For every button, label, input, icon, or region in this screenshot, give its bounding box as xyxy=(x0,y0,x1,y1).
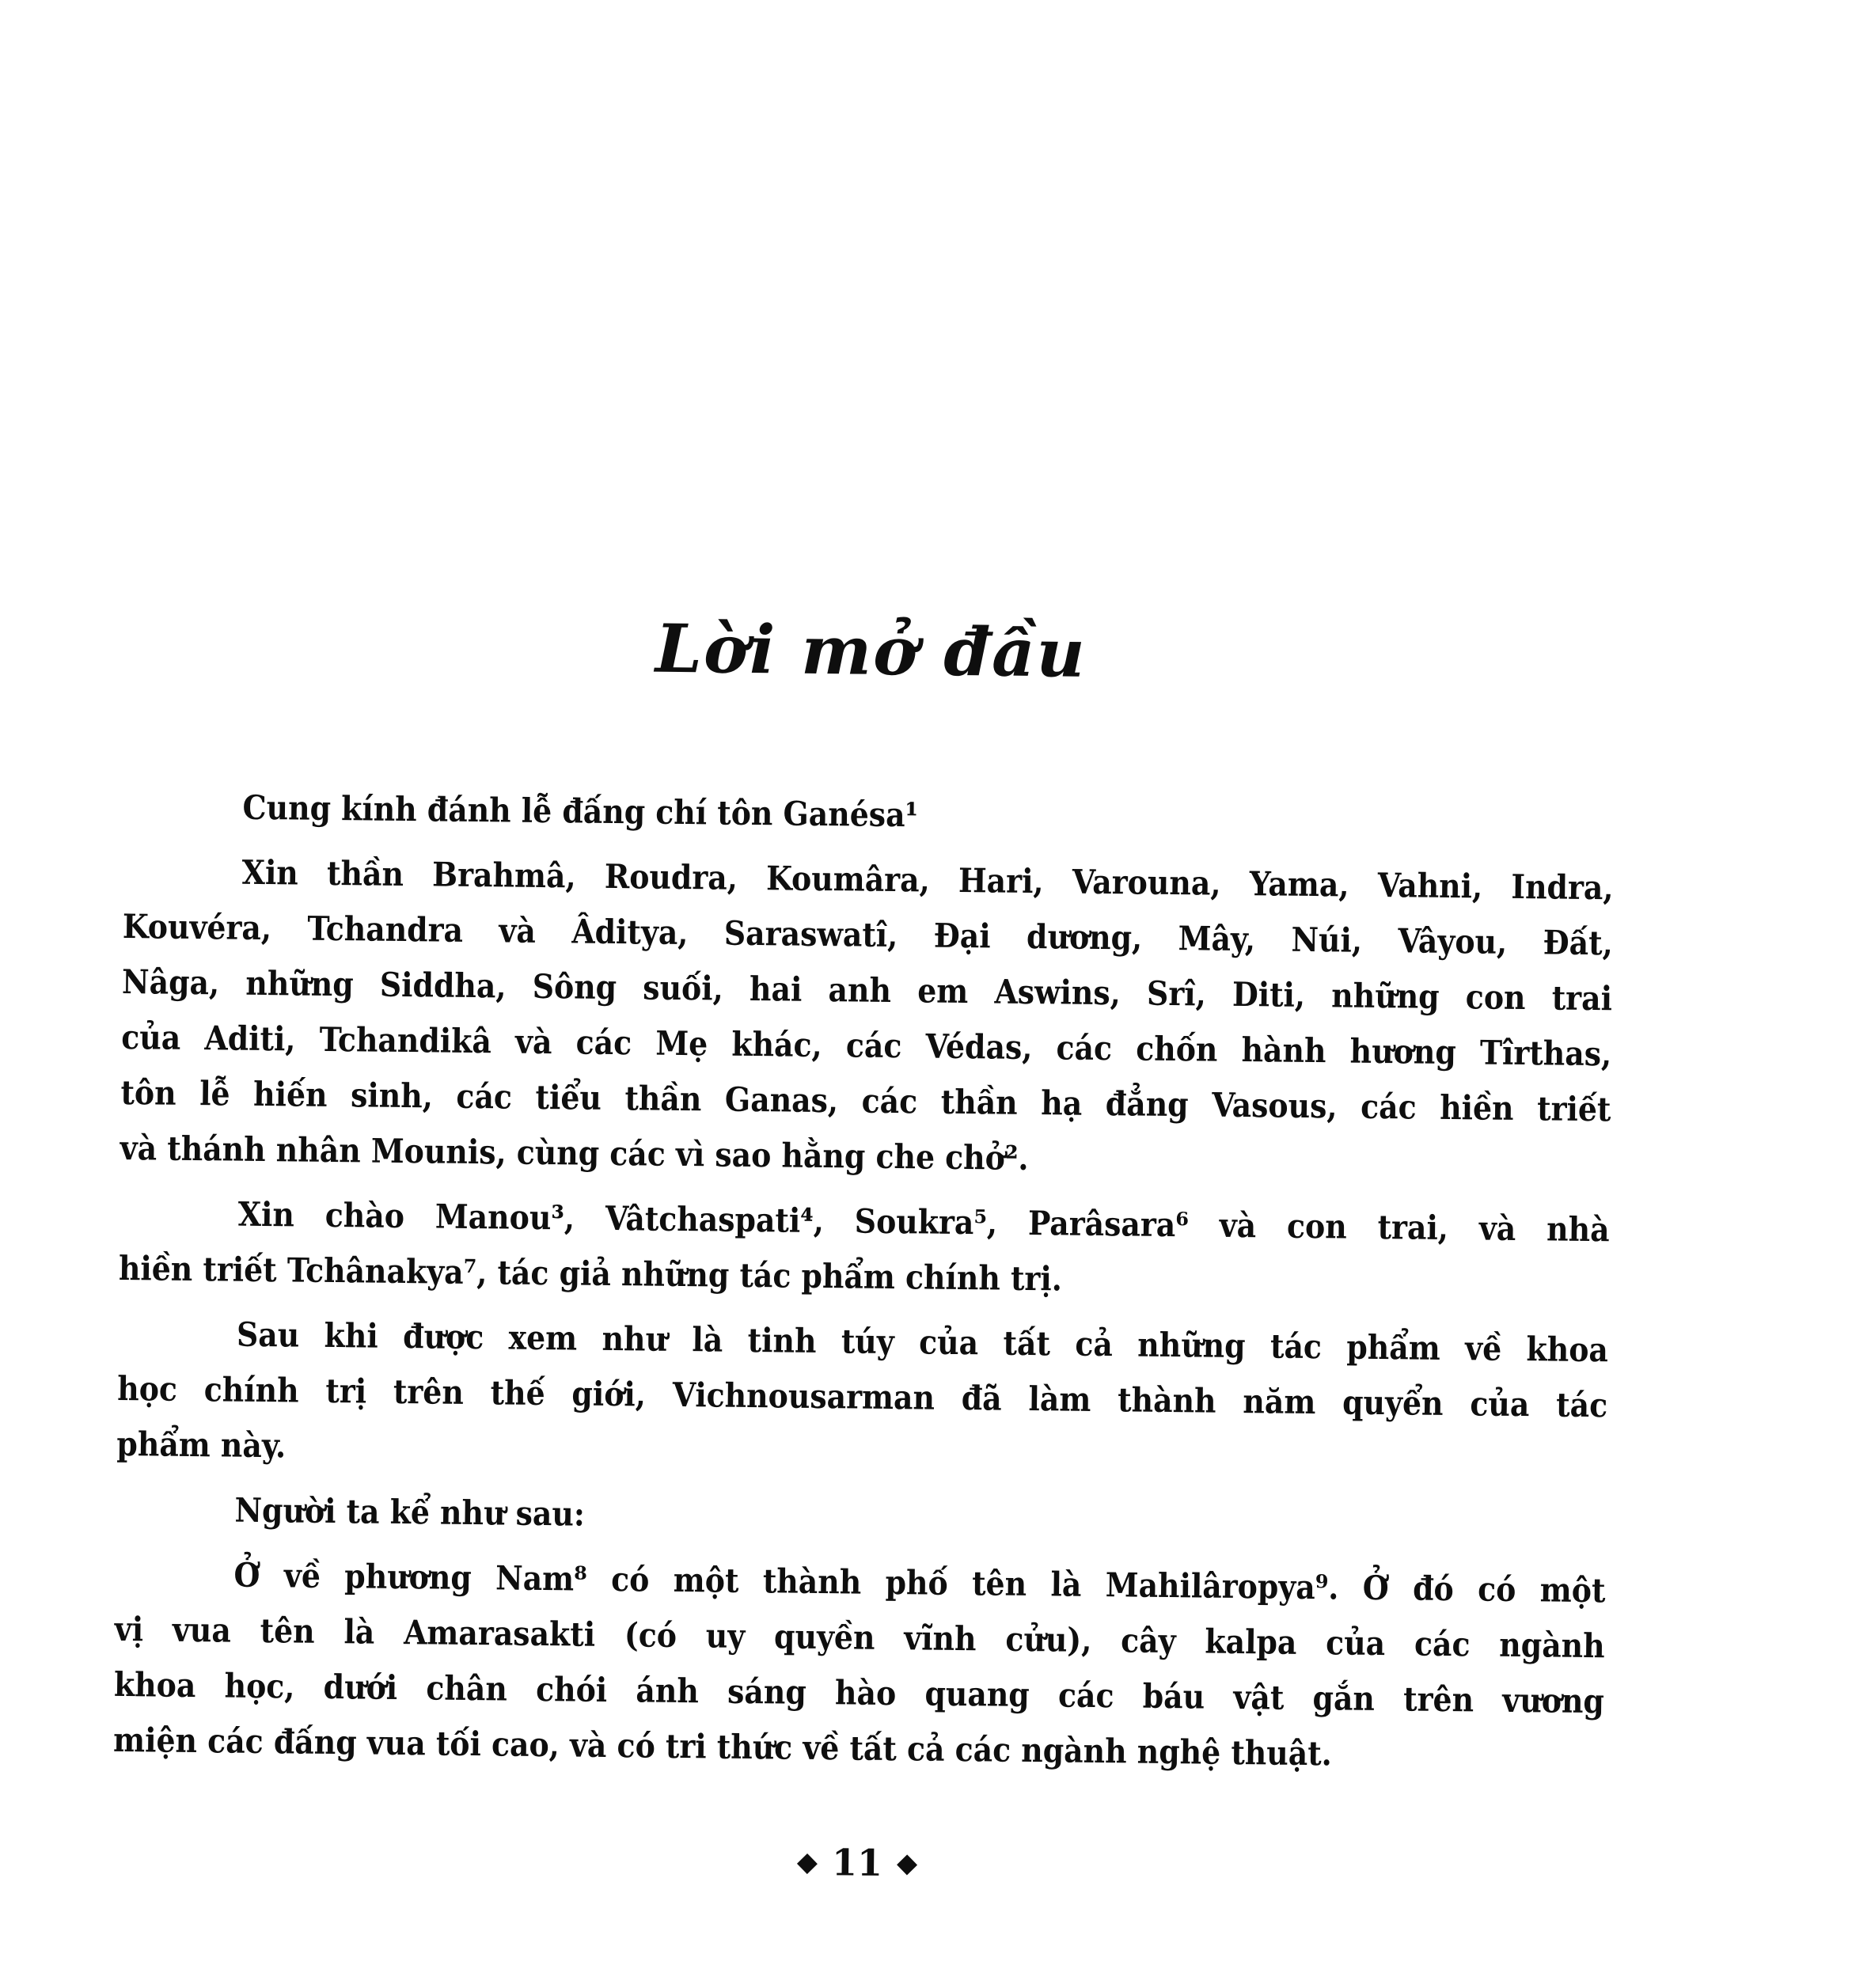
text-line: hiền triết Tchânakya⁷, tác giả những tác phẩm chính trị. xyxy=(118,1248,1063,1299)
text-line: Xin thần Brahmâ, Roudra, Koumâra, Hari, Varouna, Yama, Vahni, Indra, xyxy=(241,852,1614,908)
text-line: Sau khi được xem như là tinh túy của tất cả những tác phẩm về khoa xyxy=(236,1315,1609,1370)
paragraph xyxy=(119,1186,1610,1313)
text-line: Cung kính đánh lễ đấng chí tôn Ganésa¹ xyxy=(242,787,919,835)
body-text xyxy=(113,779,1615,1794)
text-line: Xin chào Manou³, Vâtchaspati⁴, Soukra⁵, Parâsara⁶ và con trai, và nhà xyxy=(237,1194,1610,1250)
text-line: phẩm này. xyxy=(116,1424,287,1466)
diamond-ornament-left-icon: ◆ xyxy=(796,1846,818,1879)
text-line: học chính trị trên thế giới, Vichnousarman đã làm thành năm quyển của tác xyxy=(116,1368,1608,1425)
paragraph xyxy=(123,779,1615,851)
text-line: khoa học, dưới chân chói ánh sáng hào quang các báu vật gắn trên vương xyxy=(113,1664,1605,1721)
page-number: 11 xyxy=(831,1841,883,1884)
page-footer xyxy=(112,1827,1603,1903)
text-line: Ở về phương Nam⁸ có một thành phố tên là Mahilâropya⁹. Ở đó có một xyxy=(233,1555,1606,1611)
text-line: miện các đấng vua tối cao, và có tri thức về tất cả các ngành nghệ thuật. xyxy=(112,1720,1333,1774)
paragraph xyxy=(113,1546,1606,1785)
paragraph xyxy=(116,1482,1607,1554)
text-line: vị vua tên là Amarasakti (có uy quyền vĩnh cửu), cây kalpa của các ngành xyxy=(114,1609,1605,1666)
page-title: Lời mở đầu xyxy=(655,609,1087,692)
text-line: Người ta kể như sau: xyxy=(234,1490,586,1534)
paragraph xyxy=(116,1306,1608,1489)
text-line: của Aditi, Tchandikâ và các Mẹ khác, các Védas, các chốn hành hương Tîrthas, xyxy=(121,1017,1612,1074)
diamond-ornament-right-icon: ◆ xyxy=(896,1847,918,1880)
text-line: tôn lễ hiến sinh, các tiểu thần Ganas, các thần hạ đẳng Vasous, các hiền triết xyxy=(120,1072,1611,1129)
text-line: và thánh nhân Mounis, cùng các vì sao hằng che chở². xyxy=(120,1128,1029,1178)
text-line: Nâga, những Siddha, Sông suối, hai anh em Aswins, Srî, Diti, những con trai xyxy=(121,962,1613,1019)
paragraph xyxy=(120,844,1614,1193)
text-line: Kouvéra, Tchandra và Âditya, Saraswatî, Đại dương, Mây, Núi, Vâyou, Đất, xyxy=(122,906,1614,963)
